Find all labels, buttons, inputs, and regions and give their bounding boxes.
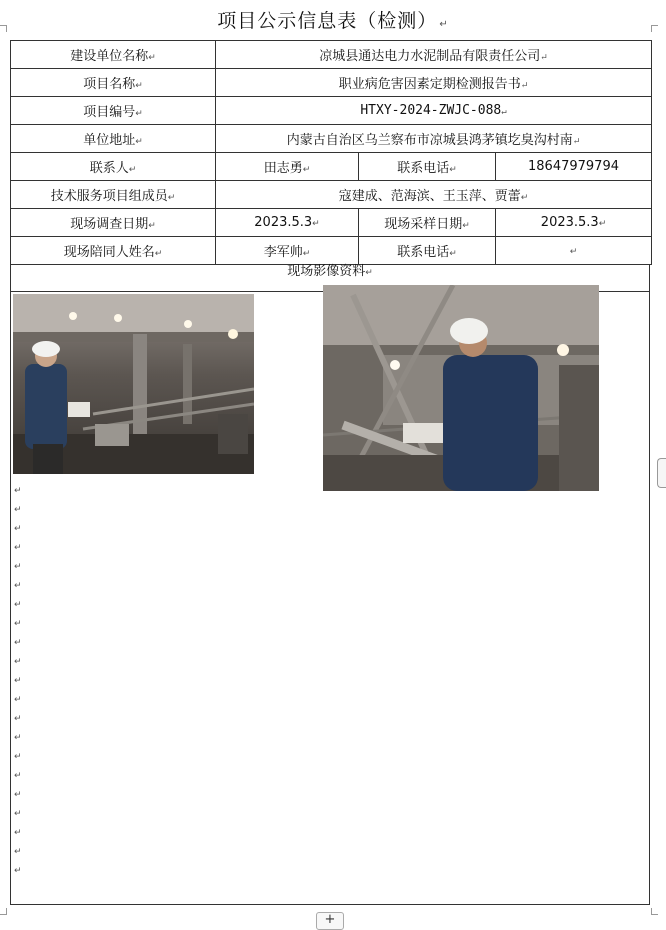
title-text: 项目公示信息表（检测） bbox=[217, 10, 438, 32]
photos-header-text: 现场影像资料 bbox=[287, 264, 366, 279]
site-photo-left-image bbox=[13, 294, 254, 474]
paragraph-marks: ↵ ↵ ↵ ↵ ↵ ↵ ↵ ↵ ↵ ↵ ↵ ↵ ↵ ↵ ↵ ↵ ↵ ↵ ↵ ↵ ↵ bbox=[14, 486, 22, 876]
construction-unit-label: 建设单位名称↵ bbox=[11, 41, 216, 69]
escort-phone-label: 联系电话↵ bbox=[359, 237, 496, 265]
survey-date-value[interactable]: 2023.5.3↵ bbox=[216, 209, 359, 237]
crop-mark-bottom-right bbox=[651, 908, 658, 915]
phone-value[interactable]: 18647979794 bbox=[496, 153, 652, 181]
table-row bbox=[11, 153, 652, 181]
crop-mark-bottom-left bbox=[0, 908, 7, 915]
table-row bbox=[11, 181, 652, 209]
site-photo-right-image bbox=[323, 285, 599, 491]
crop-mark-top-left bbox=[0, 25, 7, 32]
paragraph-mark: ↵ bbox=[439, 19, 449, 30]
add-page-button[interactable] bbox=[316, 912, 344, 930]
table-row bbox=[11, 209, 652, 237]
escort-value[interactable]: 李军帅↵ bbox=[216, 237, 359, 265]
survey-date-label: 现场调查日期↵ bbox=[11, 209, 216, 237]
site-photo-left bbox=[13, 294, 254, 474]
crop-mark-top-right bbox=[651, 25, 658, 32]
team-value[interactable]: 寇建成、范海滨、王玉萍、贾蕾↵ bbox=[216, 181, 652, 209]
side-panel-handle[interactable] bbox=[657, 458, 666, 488]
site-photo-right bbox=[323, 285, 599, 491]
table-row bbox=[11, 125, 652, 153]
phone-label: 联系电话↵ bbox=[359, 153, 496, 181]
escort-phone-value[interactable]: ↵ bbox=[496, 237, 652, 265]
table-row bbox=[11, 69, 652, 97]
address-value[interactable]: 内蒙古自治区乌兰察布市凉城县鸿茅镇圪臭沟村南↵ bbox=[216, 125, 652, 153]
project-number-value[interactable]: HTXY-2024-ZWJC-088↵ bbox=[216, 97, 652, 125]
table-row bbox=[11, 237, 652, 265]
project-name-value[interactable]: 职业病危害因素定期检测报告书↵ bbox=[216, 69, 652, 97]
address-label: 单位地址↵ bbox=[11, 125, 216, 153]
contact-value[interactable]: 田志勇↵ bbox=[216, 153, 359, 181]
table-row bbox=[11, 97, 652, 125]
escort-label: 现场陪同人姓名↵ bbox=[11, 237, 216, 265]
info-table bbox=[10, 40, 652, 265]
plus-icon: + bbox=[324, 912, 336, 927]
sampling-date-label: 现场采样日期↵ bbox=[359, 209, 496, 237]
project-name-label: 项目名称↵ bbox=[11, 69, 216, 97]
sampling-date-value[interactable]: 2023.5.3↵ bbox=[496, 209, 652, 237]
contact-label: 联系人↵ bbox=[11, 153, 216, 181]
photos-header: 现场影像资料↵ bbox=[10, 264, 650, 292]
table-row bbox=[11, 41, 652, 69]
team-label: 技术服务项目组成员↵ bbox=[11, 181, 216, 209]
page-title bbox=[0, 6, 666, 33]
construction-unit-value[interactable]: 凉城县通达电力水泥制品有限责任公司↵ bbox=[216, 41, 652, 69]
project-number-label: 项目编号↵ bbox=[11, 97, 216, 125]
